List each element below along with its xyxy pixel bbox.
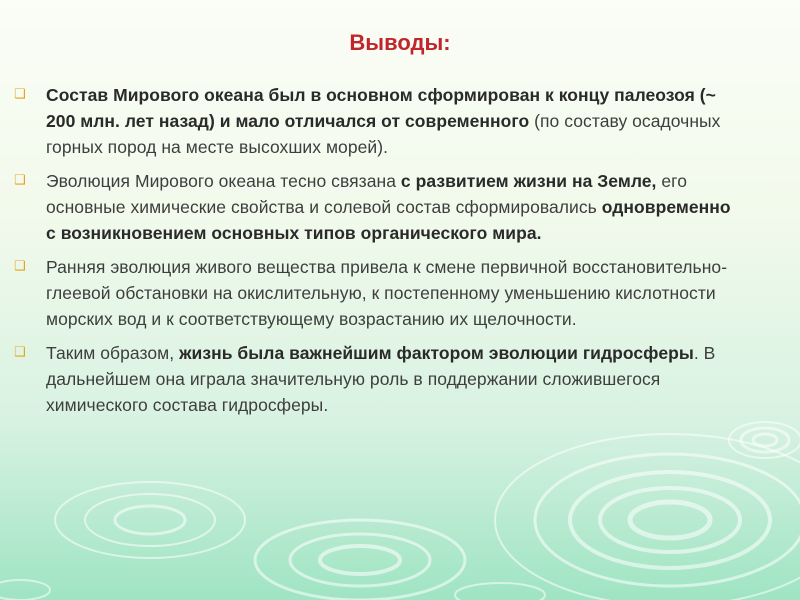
item-text — [46, 82, 744, 160]
list-item — [14, 82, 744, 160]
bold-text: с развитием жизни на Земле, — [400, 171, 657, 191]
list-item — [14, 254, 744, 332]
regular-text: Таким образом, — [46, 343, 180, 363]
slide-title: Выводы: — [349, 30, 451, 55]
regular-text: Эволюция Мирового океана тесно связана — [46, 171, 401, 191]
bold-text: Состав Мирового океана был в основном сформирован к концу палеозоя (~ 200 млн. лет назад) и мало отличался от современного — [46, 85, 716, 131]
list-item — [14, 168, 744, 246]
square-bullet-icon: ❑ — [14, 344, 26, 359]
list-item — [14, 340, 744, 418]
item-text — [46, 254, 744, 332]
bold-text: жизнь была важнейшим фактором эволюции гидросферы — [179, 343, 694, 363]
bold-text: одновременно с возникновением основных типов органического мира. — [46, 197, 731, 243]
square-bullet-icon: ❑ — [14, 258, 26, 273]
regular-text: Ранняя эволюция живого вещества привела к смене первичной восстановительно-глеевой обстановки на окислительную, к постепенному уменьшению кислотности морских вод и к соответствующему возрастанию их щелочности. — [46, 257, 728, 329]
item-text — [46, 168, 744, 246]
bullet-list — [14, 82, 744, 426]
square-bullet-icon: ❑ — [14, 86, 26, 101]
regular-text: его основные химические свойства и солевой состав сформировались — [46, 171, 687, 217]
regular-text: . В дальнейшем она играла значительную роль в поддержании сложившегося химического состава гидросферы. — [46, 343, 716, 415]
square-bullet-icon: ❑ — [14, 172, 26, 187]
item-text — [46, 340, 744, 418]
regular-text: (по составу осадочных горных пород на месте высохших морей). — [46, 111, 721, 157]
